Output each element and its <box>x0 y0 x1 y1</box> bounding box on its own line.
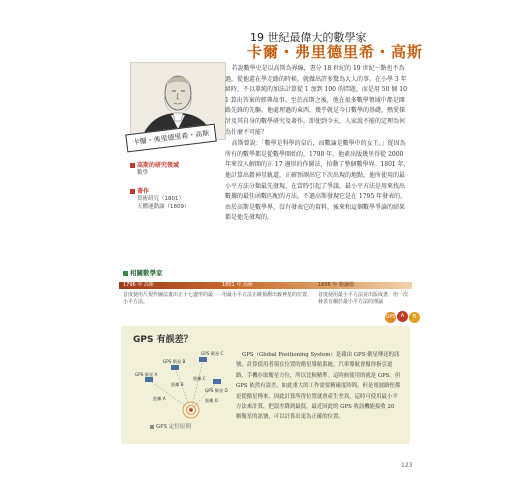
research-field-heading-text: 高斯的研究領域 <box>137 162 180 169</box>
satellite-icon <box>213 379 221 384</box>
topic-icons <box>385 311 421 325</box>
label-dist-a: 距離 A <box>153 396 166 401</box>
timeline-year: 1801 年 高斯 <box>222 282 253 288</box>
gps-title: GPS 有誤差？ <box>133 335 193 345</box>
gps-paragraph: GPS（Global Positioning System）是藉由 GPS 衛星傳送的訊號，計算使用者現在位置的衛星導航系統，汽車導航會幫你指引道路，手機存取衛星方位，所以比較精準。這時候使用的就是 GPS。但 GPS 依然有誤差，如此重大的工作需要精確度時間，但是電波路徑都是從衛星傳來，因此計算所得位置就會產生差異，這時可使用最小平方法來計算，把誤差降到最低。最近因此的 GPS 收訊機能接收 20 顆衛星的訊號，可以計算出更為正確的位置。 <box>236 352 401 421</box>
square-bullet-icon <box>150 425 154 429</box>
biography-text <box>225 64 410 224</box>
works-section <box>130 186 190 211</box>
satellite-icon <box>171 365 179 370</box>
gps-body-text <box>236 350 401 423</box>
biography-paragraph: 高斯曾說：「數學是科學的皇后，而數論是數學中的女王。」從因為所有的數學都是從數學開始的，1798 年，他素出版幾里得從 2000 年來沒人解開的正 17 邊形的作圖法，拾動了整個數學界。1801 年，他計算出穀神星軌道，正確預測出它下次出現的地點，他所使用的最小平方法分類最先發現，在當時引起了爭議，最小平方法是用來找出數據的最佳函數匹配的方法，不過高斯發現它是在 1795 年發表的，由於高斯是數學界，沒有發表它的資料，後來和這個數學爭論的結果都是他先發現的。 <box>225 140 410 222</box>
timeline-year: 1796 年 高斯 <box>123 282 154 288</box>
timeline-year: 1806 年 勒讓德 <box>318 282 354 288</box>
gps-caption <box>150 422 191 430</box>
label-dist-b: 距離 B <box>171 382 184 387</box>
label-sat-b: GPS 衛星 B <box>163 359 186 364</box>
work-item: 天體運動論（1809） <box>137 204 190 210</box>
page-number: 123 <box>401 462 413 469</box>
label-sat-c: GPS 衛星 C <box>201 351 224 356</box>
related-heading-text: 相關數學家 <box>130 269 163 277</box>
satellite-icon <box>199 357 207 362</box>
portrait-caption: 卡爾・弗里德里希・高斯 <box>125 124 217 153</box>
label-sat-a: GPS 衛星 A <box>135 372 158 377</box>
topic-icon-b: B <box>409 312 420 323</box>
square-bullet-icon <box>130 163 135 168</box>
label-sat-d: GPS 衛星 D <box>205 388 228 393</box>
works-heading-text: 著作 <box>137 188 150 195</box>
related-heading <box>123 268 163 277</box>
research-field-value: 數學 <box>137 170 149 176</box>
square-bullet-icon <box>130 189 135 194</box>
work-item: 算術研究（1801） <box>137 196 184 202</box>
works-heading <box>130 186 190 195</box>
timeline-bar <box>119 282 412 289</box>
topic-icon-a: A <box>397 311 408 322</box>
timeline-description: 首度使用最小平方法並出版成書，但一次發表有關於最小平方法的理論 <box>318 292 409 305</box>
timeline-description: 首度使用尺規作圖法畫出正十七邊形的最小平方法。 <box>123 292 214 305</box>
square-bullet-icon <box>123 271 128 276</box>
gps-topic-icon: GPS <box>385 312 396 323</box>
receiver-location-icon <box>189 408 193 412</box>
page-title: 卡爾・弗里德里希・高斯 <box>247 43 424 61</box>
research-field-heading <box>130 160 179 169</box>
satellite-icon <box>145 377 153 382</box>
label-dist-c: 距離 C <box>193 376 206 381</box>
label-dist-d: 距離 D <box>205 398 218 403</box>
timeline-description: 用最小平方法正確預測出穀神星的位置。 <box>222 292 313 298</box>
gps-caption-text: GPS 定位原則 <box>156 424 191 430</box>
research-field-section <box>130 160 179 177</box>
page-subtitle: 19 世紀最偉大的數學家 <box>250 31 367 44</box>
biography-paragraph: 若說數學史是以高斯為界線，書分 18 世紀的 19 世紀一點也不為過，從他還在學走路的時候，就做出許多驚為大人的事。在小學 3 年級時，不以單純的加法計算從 1 加到 100 的問題，而是用 50 個 101 算出答案的經典故事。至於高斯之後，他在很多數學領域中都是開路先鋒的先驅。他處理過的東西，幾乎就是今日數學的基礎，熱愛探討及其自身的數學研究及著作，即使到今天，人家說不能的定理為何為什麼不可能？ <box>225 65 407 136</box>
